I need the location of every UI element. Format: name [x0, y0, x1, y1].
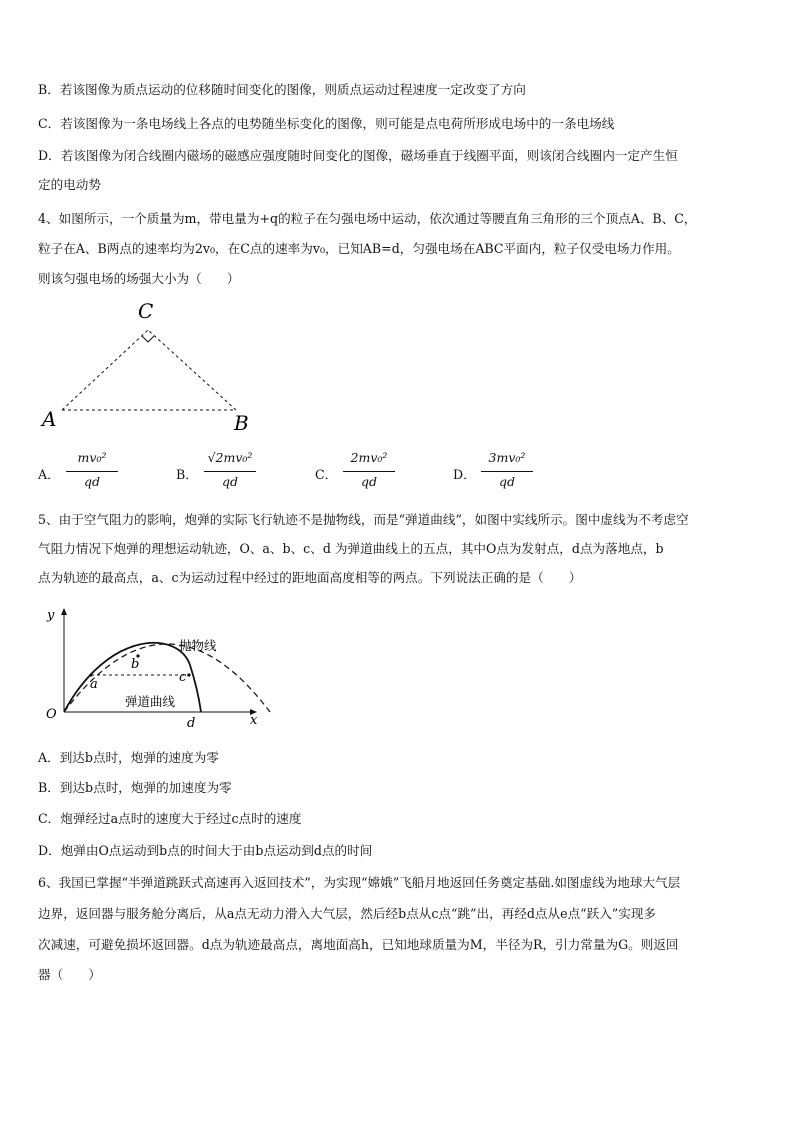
option-c-text: C．若该图像为一条电场线上各点的电势随坐标变化的图像，则可能是点电荷所形成电场中的一条电场线 — [38, 116, 615, 131]
q4-option-c-label: C． — [315, 467, 338, 482]
label-c: C — [138, 299, 154, 323]
option-b-text: B．若该图像为质点运动的位移随时间变化的图像，则质点运动过程速度一定改变了方向 — [38, 82, 526, 97]
trajectory-figure — [38, 600, 278, 730]
q4-option-c-numerator: 2mv₀² — [350, 450, 388, 465]
q5-option-b[interactable]: B．到达b点时，炮弹的加速度为零 — [38, 780, 232, 795]
question-5-line-3: 点为轨迹的最高点，a、c为运动过程中经过的距地面高度相等的两点。下列说法正确的是（ ） — [38, 570, 582, 585]
y-axis-arrow — [61, 608, 67, 615]
option-d-text-1: D．若该图像为闭合线圈内磁场的磁感应强度随时间变化的图像，磁场垂直于线圈平面，则该闭合线圈内一定产生恒 — [38, 148, 678, 163]
question-6-line-1: 6、我国已掌握“半弹道跳跃式高速再入返回技术”，为实现“嫦娥”飞船月地返回任务奠定基础.如图虚线为地球大气层 — [38, 875, 681, 890]
question-6-line-2: 边界，返回器与服务舱分离后，从a点无动力滑入大气层，然后经b点从c点“跳”出，再经d点从e点“跃入”实现多 — [38, 906, 657, 921]
q4-option-d-label: D． — [453, 467, 476, 482]
label-b-point: b — [131, 657, 140, 672]
q4-option-b-label: B． — [176, 467, 198, 482]
label-b: B — [234, 411, 249, 435]
question-5-line-1: 5、由于空气阻力的影响，炮弹的实际飞行轨迹不是抛物线，而是“弹道曲线”，如图中实线所示。图中虚线为不考虑空 — [38, 512, 689, 527]
question-4-options — [38, 450, 758, 496]
q4-option-a-label: A． — [38, 467, 60, 482]
ballistic-label: 弹道曲线 — [125, 694, 176, 709]
q4-option-c-denominator: qd — [360, 474, 377, 489]
question-4-line-1: 4、如图所示，一个质量为m，带电量为+q的粒子在匀强电场中运动，依次通过等腰直角三角形的三个顶点A、B、C， — [38, 211, 697, 226]
q5-option-d[interactable]: D．炮弹由O点运动到b点的时间大于由b点运动到d点的时间 — [38, 843, 373, 858]
q5-option-c[interactable]: C．炮弹经过a点时的速度大于经过c点时的速度 — [38, 811, 302, 826]
label-y: y — [47, 608, 55, 623]
q4-option-b-denominator: qd — [221, 474, 238, 489]
question-4-line-3: 则该匀强电场的场强大小为（ ） — [38, 271, 240, 286]
label-a: A — [42, 407, 57, 431]
side-bc — [148, 330, 236, 410]
q4-option-d-denominator: qd — [498, 474, 515, 489]
question-4-line-2: 粒子在A、B两点的速率均为2v₀，在C点的速率为v₀，已知AB=d，匀强电场在ABC平面内，粒子仅受电场力作用。 — [38, 241, 680, 256]
question-5-line-2: 气阻力情况下炮弹的理想运动轨迹，O、a、b、c、d 为弹道曲线上的五点，其中O点为发射点，d点为落地点，b — [38, 541, 664, 556]
option-d-text-2: 定的电动势 — [38, 177, 101, 192]
q4-option-d-numerator: 3mv₀² — [488, 450, 526, 465]
label-d-point: d — [187, 716, 196, 730]
triangle-figure — [38, 298, 268, 438]
point-c — [187, 673, 190, 676]
q4-option-a-numerator: mv₀² — [77, 450, 107, 465]
label-o: O — [46, 707, 57, 722]
label-a-point: a — [90, 677, 98, 692]
q4-option-a-denominator: qd — [83, 474, 100, 489]
side-ac — [62, 330, 148, 410]
right-angle-mark — [142, 336, 154, 342]
question-6-line-4: 器（ ） — [38, 967, 101, 982]
label-c-point: c — [179, 670, 187, 685]
q4-option-b-numerator: √2mv₀² — [207, 450, 253, 465]
question-6-line-3: 次减速，可避免损坏返回器。d点为轨迹最高点，离地面高h，已知地球质量为M，半径为R，引力常量为G。则返回 — [38, 937, 679, 952]
q5-option-a[interactable]: A．到达b点时，炮弹的速度为零 — [38, 750, 219, 765]
label-x: x — [250, 713, 258, 728]
parabola-label: 抛物线 — [179, 638, 217, 653]
